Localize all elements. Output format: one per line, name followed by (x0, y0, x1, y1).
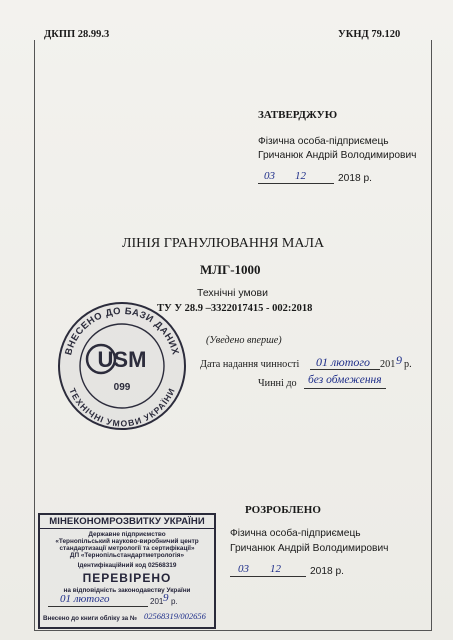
approval-date-day: 03 (264, 170, 275, 182)
valid-until-underline (304, 388, 386, 389)
stamp-number: 099 (113, 382, 131, 393)
approval-person-role: Фізична особа-підприємець (258, 136, 389, 147)
stamp-ring-bottom-text: ТЕХНІЧНІ УМОВИ УКРАЇНИ (67, 386, 177, 429)
effective-date-underline (310, 369, 380, 370)
developed-date-day: 03 (238, 563, 249, 575)
rect-stamp-registry-label: Внесено до книги обліку за № (43, 615, 137, 622)
rect-stamp-registry-handwritten: 02568319/002656 (144, 611, 206, 621)
rect-stamp-id: Ідентифікаційний код 02568319 (77, 562, 177, 569)
developed-date-month: 12 (270, 563, 281, 575)
stamp-logo: USM (97, 347, 147, 372)
developed-person-role: Фізична особа-підприємець (230, 528, 361, 539)
rect-stamp-year-prefix: 201 (150, 597, 164, 606)
rect-stamp-line2: «Тернопільський науково-виробничий центр (55, 538, 199, 545)
introduced-note: (Уведено вперше) (206, 335, 282, 346)
rect-stamp-checked: ПЕРЕВІРЕНО (82, 571, 172, 585)
effective-date-handwritten: 01 лютого (316, 355, 371, 369)
approval-date-year: 2018 р. (338, 173, 372, 184)
rect-stamp-header: МІНЕКОНОМРОЗВИТКУ УКРАЇНИ (49, 516, 205, 527)
rect-stamp-date-handwritten: 01 лютого (60, 593, 110, 605)
approval-heading: ЗАТВЕРДЖУЮ (258, 109, 338, 121)
dkpp-code: ДКПП 28.99.3 (44, 29, 110, 40)
effective-year-suffix: р. (404, 359, 412, 370)
rect-stamp-line3: стандартизації метрології та сертифікації» (59, 545, 195, 552)
rect-stamp-line4: ДП «Тернопільстандартметрологія» (69, 552, 185, 559)
approval-person-name: Гричанюк Андрій Володимирович (258, 150, 417, 161)
rect-stamp-year-suffix: р. (171, 597, 178, 606)
effective-year-prefix: 201 (380, 359, 396, 370)
developed-date-year: 2018 р. (310, 566, 344, 577)
rect-stamp-compliance: на відповідність законодавству України (63, 587, 191, 594)
stamp-ring-top-text: ВНЕСЕНО ДО БАЗИ ДАНИХ (63, 305, 181, 357)
database-round-stamp (56, 300, 188, 432)
approval-date-underline (258, 183, 334, 184)
developed-date-underline (230, 576, 306, 577)
document-title: ЛІНІЯ ГРАНУЛЮВАННЯ МАЛА (122, 236, 325, 251)
approval-date-month: 12 (295, 170, 306, 182)
document-subtitle: Технічні умови (197, 287, 268, 299)
rect-stamp-date-underline (48, 606, 148, 607)
effective-date-label: Дата надання чинності (200, 359, 300, 370)
document-model: МЛГ-1000 (200, 262, 261, 277)
rect-stamp-year-handwritten: 9 (163, 592, 169, 604)
valid-until-handwritten: без обмеження (308, 374, 382, 386)
spec-code: ТУ У 28.9 –3322017415 - 002:2018 (157, 303, 313, 314)
rect-stamp-line1: Державне підприємство (88, 531, 166, 538)
rect-stamp-divider (40, 528, 214, 529)
uknd-code: УКНД 79.120 (338, 29, 401, 40)
effective-year-handwritten: 9 (396, 353, 402, 367)
metrology-check-stamp (38, 513, 216, 629)
valid-until-label: Чинні до (258, 378, 297, 389)
developed-heading: РОЗРОБЛЕНО (245, 504, 321, 516)
developed-person-name: Гричанюк Андрій Володимирович (230, 543, 389, 554)
